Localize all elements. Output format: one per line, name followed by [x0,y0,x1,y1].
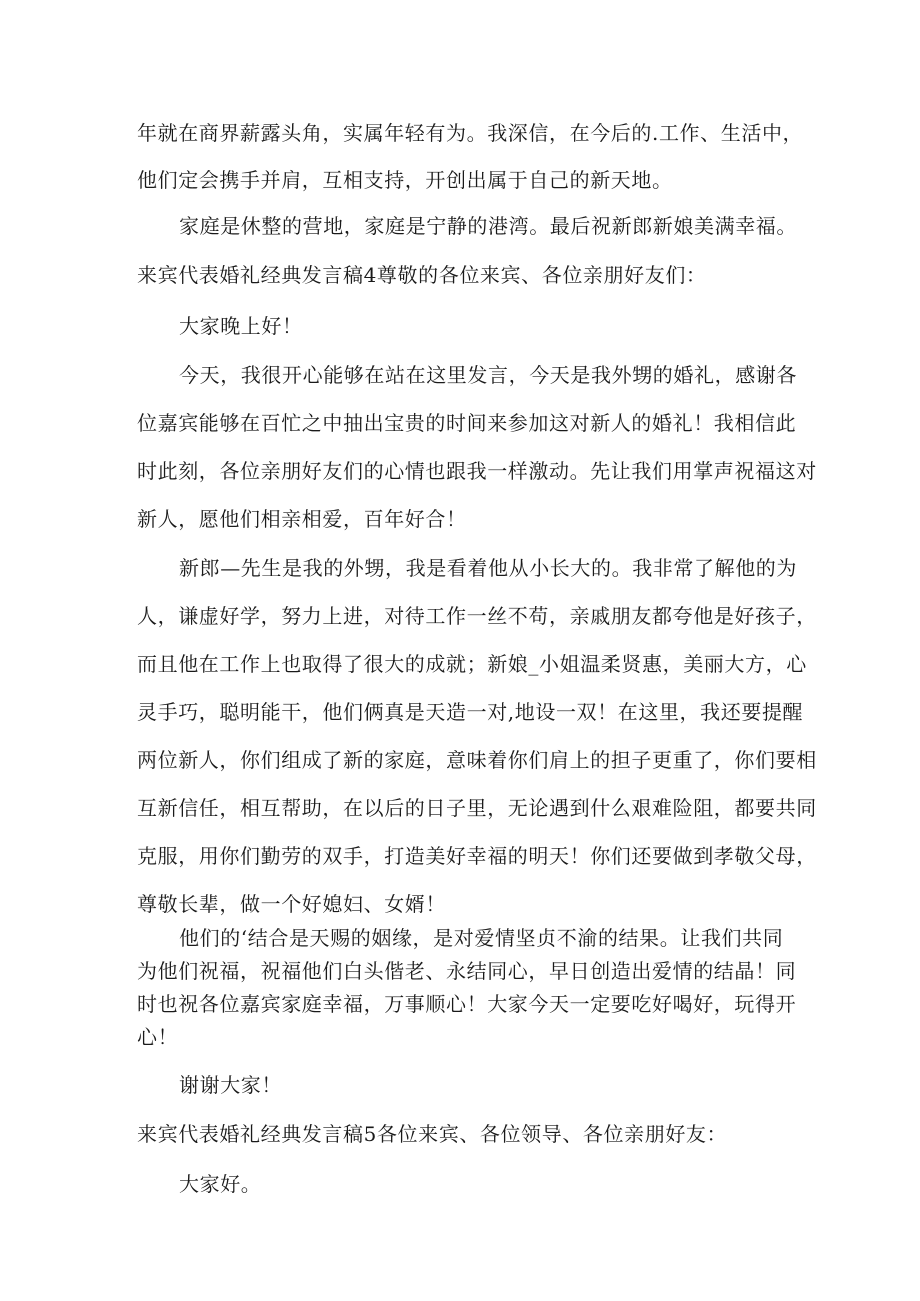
paragraph-line: 时也祝各位嘉宾家庭幸福，万事顺心！大家今天一定要吃好喝好，玩得开 [137,992,797,1016]
paragraph-line: 灵手巧，聪明能干，他们俩真是天造一对,地设一双！在这里，我还要提醒 [137,700,804,724]
paragraph-line: 尊敬长辈，做一个好媳妇、女婿！ [137,892,446,916]
greeting-line: 大家晚上好！ [179,314,303,338]
section-heading: 来宾代表婚礼经典发言稿4尊敬的各位来宾、各位亲朋好友们： [137,263,707,287]
paragraph-line: 家庭是休整的营地，家庭是宁静的港湾。最后祝新郎新娘美满幸福。 [179,214,797,238]
paragraph-line: 新郎—先生是我的外甥，我是看着他从小长大的。我非常了解他的为 [179,556,797,580]
paragraph-line: 他们的‘结合是天赐的姻缘，是对爱情坚贞不渝的结果。让我们共同 [179,926,784,950]
paragraph-line: 年就在商界薪露头角，实属年轻有为。我深信，在今后的.工作、生活中， [137,121,804,145]
paragraph-line: 互新信任，相互帮助，在以后的日子里，无论遇到什么艰难险阻，都要共同 [137,796,817,820]
greeting-line: 大家好。 [179,1172,262,1196]
paragraph-line: 两位新人，你们组成了新的家庭，意味着你们肩上的担子更重了，你们要相 [137,748,817,772]
closing-line: 谢谢大家！ [179,1073,282,1097]
paragraph-line: 位嘉宾能够在百忙之中抽出宝贵的时间来参加这对新人的婚礼！我相信此 [137,411,797,435]
paragraph-line: 为他们祝福，祝福他们白头偕老、永结同心，早日创造出爱情的结晶！同 [137,959,797,983]
section-heading: 来宾代表婚礼经典发言稿5各位来宾、各位领导、各位亲朋好友： [137,1122,728,1146]
paragraph-line: 克服，用你们勤劳的双手，打造美好幸福的明天！你们还要做到孝敬父母， [137,844,817,868]
paragraph-line: 人，谦虚好学，努力上进，对待工作一丝不苟，亲戚朋友都夸他是好孩子， [137,604,817,628]
paragraph-line: 心！ [137,1025,179,1049]
paragraph-line: 而且他在工作上也取得了很大的成就；新娘_小姐温柔贤惠，美丽大方，心 [137,652,807,676]
paragraph-line: 新人，愿他们相亲相爱，百年好合！ [137,507,467,531]
paragraph-line: 时此刻，各位亲朋好友们的心情也跟我一样激动。先让我们用掌声祝福这对 [137,459,817,483]
paragraph-line: 今天，我很开心能够在站在这里发言，今天是我外甥的婚礼，感谢各 [179,363,797,387]
paragraph-line: 他们定会携手并肩，互相支持，开创出属于自己的新天地。 [137,168,673,192]
